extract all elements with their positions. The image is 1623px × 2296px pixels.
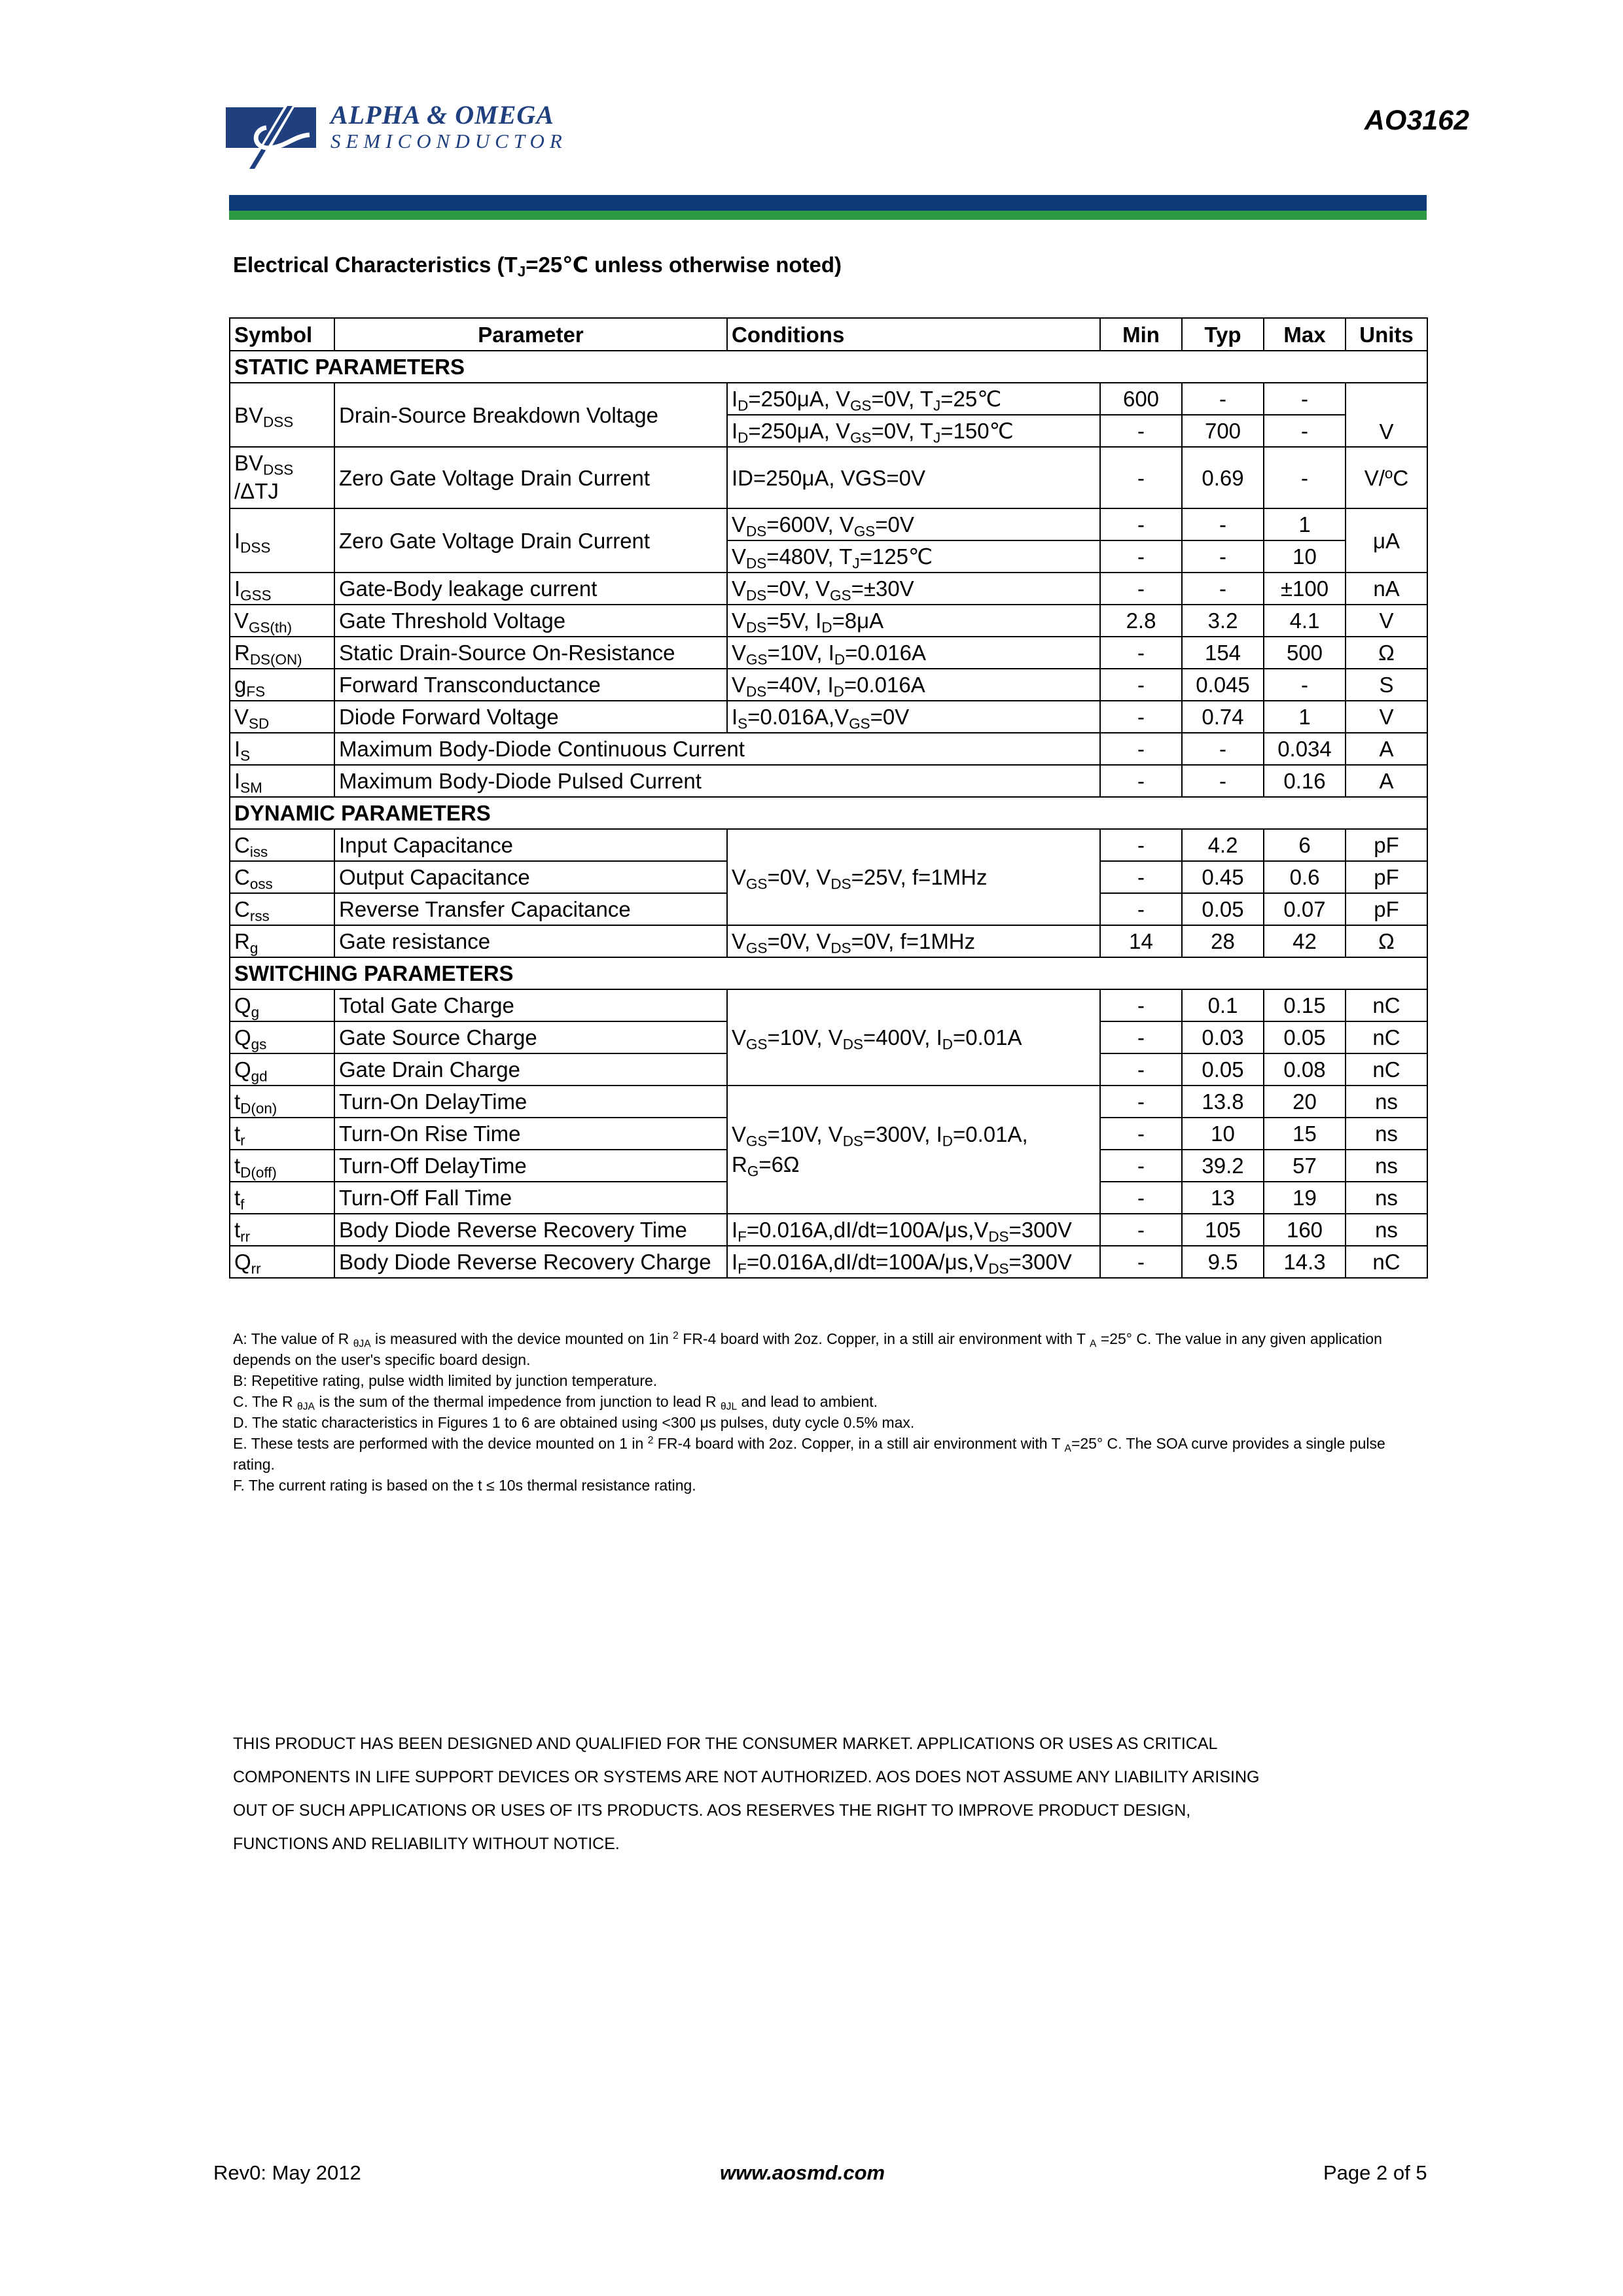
units-cell: ns: [1346, 1118, 1427, 1150]
symbol-cell: $t_f$: [230, 1182, 334, 1214]
typ-cell: 39.2: [1182, 1150, 1264, 1182]
max-cell: 1: [1264, 508, 1346, 540]
units-cell: pF: [1346, 829, 1427, 861]
min-cell: -: [1100, 861, 1182, 893]
parameter-cell: Body Diode Reverse Recovery Time: [334, 1214, 727, 1246]
min-cell: -: [1100, 1214, 1182, 1246]
table-row: [230, 925, 1427, 957]
header-symbol: Symbol: [230, 318, 334, 351]
note-d: D. The static characteristics in Figures 1 to 6 are obtained using <300 μs pulses, duty cycle 0.5% max.: [233, 1414, 915, 1431]
typ-cell: 105: [1182, 1214, 1264, 1246]
table-row: [230, 829, 1427, 861]
typ-cell: -: [1182, 765, 1264, 797]
header-conditions: Conditions: [727, 318, 1100, 351]
parameter-cell: Zero Gate Voltage Drain Current: [334, 508, 727, 573]
parameter-cell: Turn-Off DelayTime: [334, 1150, 727, 1182]
typ-cell: 10: [1182, 1118, 1264, 1150]
typ-cell: 13: [1182, 1182, 1264, 1214]
symbol-cell: $t_{D(off)}$: [230, 1150, 334, 1182]
max-cell: 0.034: [1264, 733, 1346, 765]
max-cell: 0.16: [1264, 765, 1346, 797]
condition-cell: $V_{GS}=10V$, $V_{DS}=300V$, $I_D=0.01A$, $R_G=6\Omega$: [727, 1086, 1100, 1214]
units-cell: Ω: [1346, 637, 1427, 669]
typ-cell: 0.45: [1182, 861, 1264, 893]
typ-cell: 0.1: [1182, 989, 1264, 1021]
section-row-dynamic: [230, 797, 1427, 829]
units-cell: S: [1346, 669, 1427, 701]
parameter-cell: Zero Gate Voltage Drain Current: [334, 447, 727, 508]
parameter-cell: Gate resistance: [334, 925, 727, 957]
min-cell: -: [1100, 701, 1182, 733]
min-cell: 14: [1100, 925, 1182, 957]
max-cell: 500: [1264, 637, 1346, 669]
table-row: [230, 669, 1427, 701]
min-cell: -: [1100, 989, 1182, 1021]
parameter-cell: Gate Drain Charge: [334, 1053, 727, 1086]
max-cell: 57: [1264, 1150, 1346, 1182]
min-cell: -: [1100, 573, 1182, 605]
units-cell: nC: [1346, 1053, 1427, 1086]
website-link[interactable]: www.aosmd.com: [720, 2161, 885, 2184]
units-cell: ns: [1346, 1214, 1427, 1246]
electrical-characteristics-table: [229, 317, 1428, 1279]
min-cell: -: [1100, 669, 1182, 701]
max-cell: 42: [1264, 925, 1346, 957]
symbol-cell: $t_{rr}$: [230, 1214, 334, 1246]
title-text: =25℃ unless otherwise noted): [526, 253, 842, 277]
parameter-cell: Body Diode Reverse Recovery Charge: [334, 1246, 727, 1278]
units-cell: V: [1346, 605, 1427, 637]
min-cell: -: [1100, 1021, 1182, 1053]
symbol-cell: $I_{SM}$: [230, 765, 334, 797]
max-cell: -: [1264, 415, 1346, 447]
parameter-cell: Gate Source Charge: [334, 1021, 727, 1053]
symbol-cell: $Q_{gd}$: [230, 1053, 334, 1086]
condition-cell: $V_{GS}=10V$, $I_D=0.016A$: [727, 637, 1100, 669]
parameter-cell: Static Drain-Source On-Resistance: [334, 637, 727, 669]
condition-cell: ID=250μA, VGS=0V: [727, 447, 1100, 508]
symbol-cell: $I_{GSS}$: [230, 573, 334, 605]
symbol-cell: $I_S$: [230, 733, 334, 765]
symbol-cell: $BV_{DSS}$: [230, 383, 334, 447]
typ-cell: 0.05: [1182, 1053, 1264, 1086]
typ-cell: 700: [1182, 415, 1264, 447]
typ-cell: 0.69: [1182, 447, 1264, 508]
max-cell: 1: [1264, 701, 1346, 733]
brand-subtitle: SEMICONDUCTOR: [330, 130, 567, 152]
max-cell: 19: [1264, 1182, 1346, 1214]
condition-cell: $V_{GS}=10V$, $V_{DS}=400V$, $I_D=0.01A$: [727, 989, 1100, 1086]
units-cell: pF: [1346, 893, 1427, 925]
condition-cell: $I_D=250\mu A$, $V_{GS}=0V$, $T_J=150℃$: [727, 415, 1100, 447]
units-cell: V: [1346, 383, 1427, 447]
max-cell: 10: [1264, 540, 1346, 573]
max-cell: -: [1264, 383, 1346, 415]
aos-logo-icon: [226, 98, 324, 173]
units-cell: V/$^o$C: [1346, 447, 1427, 508]
units-cell: V: [1346, 701, 1427, 733]
symbol-cell: $I_{DSS}$: [230, 508, 334, 573]
header-min: Min: [1100, 318, 1182, 351]
condition-cell: $I_D=250\mu A$, $V_{GS}=0V$, $T_J=25℃$: [727, 383, 1100, 415]
units-cell: A: [1346, 765, 1427, 797]
parameter-cell: Input Capacitance: [334, 829, 727, 861]
table-row: [230, 447, 1427, 508]
parameter-cell: Forward Transconductance: [334, 669, 727, 701]
min-cell: -: [1100, 1150, 1182, 1182]
section-label: STATIC PARAMETERS: [230, 351, 1427, 383]
typ-cell: 154: [1182, 637, 1264, 669]
table-row: [230, 701, 1427, 733]
units-cell: A: [1346, 733, 1427, 765]
parameter-cell: Output Capacitance: [334, 861, 727, 893]
min-cell: -: [1100, 508, 1182, 540]
parameter-cell: Turn-Off Fall Time: [334, 1182, 727, 1214]
max-cell: 160: [1264, 1214, 1346, 1246]
min-cell: 2.8: [1100, 605, 1182, 637]
symbol-cell: $Q_{gs}$: [230, 1021, 334, 1053]
parameter-cell: Maximum Body-Diode Continuous Current: [334, 733, 1100, 765]
parameter-cell: Gate Threshold Voltage: [334, 605, 727, 637]
min-cell: -: [1100, 1182, 1182, 1214]
revision-label: Rev0: May 2012: [213, 2161, 361, 2184]
symbol-cell: $C_{rss}$: [230, 893, 334, 925]
parameter-cell: Drain-Source Breakdown Voltage: [334, 383, 727, 447]
max-cell: 4.1: [1264, 605, 1346, 637]
units-cell: nA: [1346, 573, 1427, 605]
section-title: [233, 252, 842, 280]
units-cell: Ω: [1346, 925, 1427, 957]
header-parameter: Parameter: [334, 318, 727, 351]
table-row: [230, 573, 1427, 605]
max-cell: 6: [1264, 829, 1346, 861]
parameter-cell: Total Gate Charge: [334, 989, 727, 1021]
parameter-cell: Turn-On DelayTime: [334, 1086, 727, 1118]
disclaimer-line: COMPONENTS IN LIFE SUPPORT DEVICES OR SYSTEMS ARE NOT AUTHORIZED. AOS DOES NOT ASSUME ANY LIABILITY ARISING: [233, 1768, 1260, 1786]
symbol-cell: $BV_{DSS}$ /ΔTJ: [230, 447, 334, 508]
typ-cell: 0.05: [1182, 893, 1264, 925]
typ-cell: -: [1182, 508, 1264, 540]
parameter-cell: Reverse Transfer Capacitance: [334, 893, 727, 925]
typ-cell: 9.5: [1182, 1246, 1264, 1278]
symbol-cell: $t_{D(on)}$: [230, 1086, 334, 1118]
min-cell: -: [1100, 447, 1182, 508]
symbol-cell: $R_g$: [230, 925, 334, 957]
parameter-cell: Diode Forward Voltage: [334, 701, 727, 733]
table-row: [230, 733, 1427, 765]
max-cell: 0.07: [1264, 893, 1346, 925]
table-row: [230, 605, 1427, 637]
min-cell: -: [1100, 765, 1182, 797]
min-cell: -: [1100, 415, 1182, 447]
title-sub: J: [517, 263, 526, 280]
note-e: E. These tests are performed with the device mounted on 1 in $^2$ FR-4 board with 2oz. Copper, in a still air environment with T $_A$=25° C. The SOA curve provides a single pulse rating.: [233, 1435, 1385, 1473]
min-cell: -: [1100, 1246, 1182, 1278]
typ-cell: -: [1182, 733, 1264, 765]
symbol-cell: $Q_{rr}$: [230, 1246, 334, 1278]
section-row-switching: [230, 957, 1427, 989]
condition-cell: $V_{DS}=40V$, $I_D=0.016A$: [727, 669, 1100, 701]
disclaimer-line: OUT OF SUCH APPLICATIONS OR USES OF ITS PRODUCTS. AOS RESERVES THE RIGHT TO IMPROVE PRODUCT DESIGN,: [233, 1801, 1191, 1820]
max-cell: 20: [1264, 1086, 1346, 1118]
max-cell: 0.15: [1264, 989, 1346, 1021]
header-max: Max: [1264, 318, 1346, 351]
typ-cell: -: [1182, 573, 1264, 605]
units-cell: nC: [1346, 989, 1427, 1021]
table-row: [230, 508, 1427, 540]
units-cell: nC: [1346, 1021, 1427, 1053]
parameter-cell: Maximum Body-Diode Pulsed Current: [334, 765, 1100, 797]
min-cell: -: [1100, 733, 1182, 765]
note-a: A: The value of R $_{\theta JA}$ is measured with the device mounted on 1in $^2$ FR-4 board with 2oz. Copper, in a still air environment with T $_A$ =25° C. The value in any given application depends on the user's specific board design.: [233, 1330, 1382, 1368]
min-cell: -: [1100, 1053, 1182, 1086]
symbol-cell: $Q_g$: [230, 989, 334, 1021]
min-cell: 600: [1100, 383, 1182, 415]
max-cell: ±100: [1264, 573, 1346, 605]
table-row: [230, 383, 1427, 415]
max-cell: 0.08: [1264, 1053, 1346, 1086]
typ-cell: 0.74: [1182, 701, 1264, 733]
condition-cell: $V_{DS}=600V$, $V_{GS}=0V$: [727, 508, 1100, 540]
units-cell: pF: [1346, 861, 1427, 893]
max-cell: 0.05: [1264, 1021, 1346, 1053]
max-cell: -: [1264, 447, 1346, 508]
min-cell: -: [1100, 1086, 1182, 1118]
table-row: [230, 989, 1427, 1021]
symbol-cell: $g_{FS}$: [230, 669, 334, 701]
typ-cell: 13.8: [1182, 1086, 1264, 1118]
typ-cell: -: [1182, 383, 1264, 415]
units-cell: nC: [1346, 1246, 1427, 1278]
condition-cell: $V_{GS}=0V$, $V_{DS}=0V$, f=1MHz: [727, 925, 1100, 957]
units-cell: μA: [1346, 508, 1427, 573]
section-row-static: [230, 351, 1427, 383]
header-band-blue: [229, 195, 1427, 211]
units-cell: ns: [1346, 1086, 1427, 1118]
table-header-row: [230, 318, 1427, 351]
condition-cell: $I_F=0.016A,dI/dt=100A/\mu s,V_{DS}=300V$: [727, 1246, 1100, 1278]
min-cell: -: [1100, 893, 1182, 925]
disclaimer-line: FUNCTIONS AND RELIABILITY WITHOUT NOTICE.: [233, 1835, 620, 1853]
condition-cell: $V_{DS}=5V$, $I_D=8\mu A$: [727, 605, 1100, 637]
min-cell: -: [1100, 1118, 1182, 1150]
parameter-cell: Turn-On Rise Time: [334, 1118, 727, 1150]
max-cell: 15: [1264, 1118, 1346, 1150]
units-cell: ns: [1346, 1182, 1427, 1214]
min-cell: -: [1100, 829, 1182, 861]
typ-cell: 3.2: [1182, 605, 1264, 637]
symbol-cell: $V_{GS(th)}$: [230, 605, 334, 637]
disclaimer-line: THIS PRODUCT HAS BEEN DESIGNED AND QUALIFIED FOR THE CONSUMER MARKET. APPLICATIONS OR USES AS CRITICAL: [233, 1735, 1218, 1753]
symbol-cell: $R_{DS(ON)}$: [230, 637, 334, 669]
header-units: Units: [1346, 318, 1427, 351]
condition-cell: $V_{DS}=480V$, $T_J=125℃$: [727, 540, 1100, 573]
condition-cell: $V_{DS}=0V$, $V_{GS}=\pm 30V$: [727, 573, 1100, 605]
note-c: C. The R $_{\theta JA}$ is the sum of the thermal impedence from junction to lead R $_{\theta JL}$ and lead to ambient.: [233, 1393, 878, 1413]
typ-cell: 0.045: [1182, 669, 1264, 701]
symbol-cell: $t_r$: [230, 1118, 334, 1150]
condition-cell: $I_S=0.016A,V_{GS}=0V$: [727, 701, 1100, 733]
symbol-cell: $V_{SD}$: [230, 701, 334, 733]
max-cell: -: [1264, 669, 1346, 701]
table-row: [230, 637, 1427, 669]
header-band-green: [229, 211, 1427, 220]
table-row: [230, 1214, 1427, 1246]
typ-cell: 28: [1182, 925, 1264, 957]
section-label: SWITCHING PARAMETERS: [230, 957, 1427, 989]
title-text: Electrical Characteristics (T: [233, 253, 518, 277]
note-b: B: Repetitive rating, pulse width limited by junction temperature.: [233, 1372, 658, 1389]
footnotes: [233, 1328, 1424, 1496]
table-row: [230, 1086, 1427, 1118]
condition-cell: $I_F=0.016A,dI/dt=100A/\mu s,V_{DS}=300V$: [727, 1214, 1100, 1246]
note-f: F. The current rating is based on the t ≤ 10s thermal resistance rating.: [233, 1477, 696, 1494]
min-cell: -: [1100, 637, 1182, 669]
symbol-cell: $C_{iss}$: [230, 829, 334, 861]
table-row: [230, 765, 1427, 797]
typ-cell: 4.2: [1182, 829, 1264, 861]
typ-cell: -: [1182, 540, 1264, 573]
symbol-cell: $C_{oss}$: [230, 861, 334, 893]
company-logo: [226, 98, 592, 173]
min-cell: -: [1100, 540, 1182, 573]
page-number: Page 2 of 5: [1323, 2161, 1427, 2184]
units-cell: ns: [1346, 1150, 1427, 1182]
part-number: AO3162: [1364, 105, 1469, 136]
condition-cell: $V_{GS}=0V$, $V_{DS}=25V$, f=1MHz: [727, 829, 1100, 925]
typ-cell: 0.03: [1182, 1021, 1264, 1053]
header-typ: Typ: [1182, 318, 1264, 351]
brand-name: ALPHA & OMEGA: [330, 100, 554, 130]
disclaimer: [233, 1727, 1437, 1861]
max-cell: 14.3: [1264, 1246, 1346, 1278]
table-row: [230, 1246, 1427, 1278]
parameter-cell: Gate-Body leakage current: [334, 573, 727, 605]
section-label: DYNAMIC PARAMETERS: [230, 797, 1427, 829]
max-cell: 0.6: [1264, 861, 1346, 893]
